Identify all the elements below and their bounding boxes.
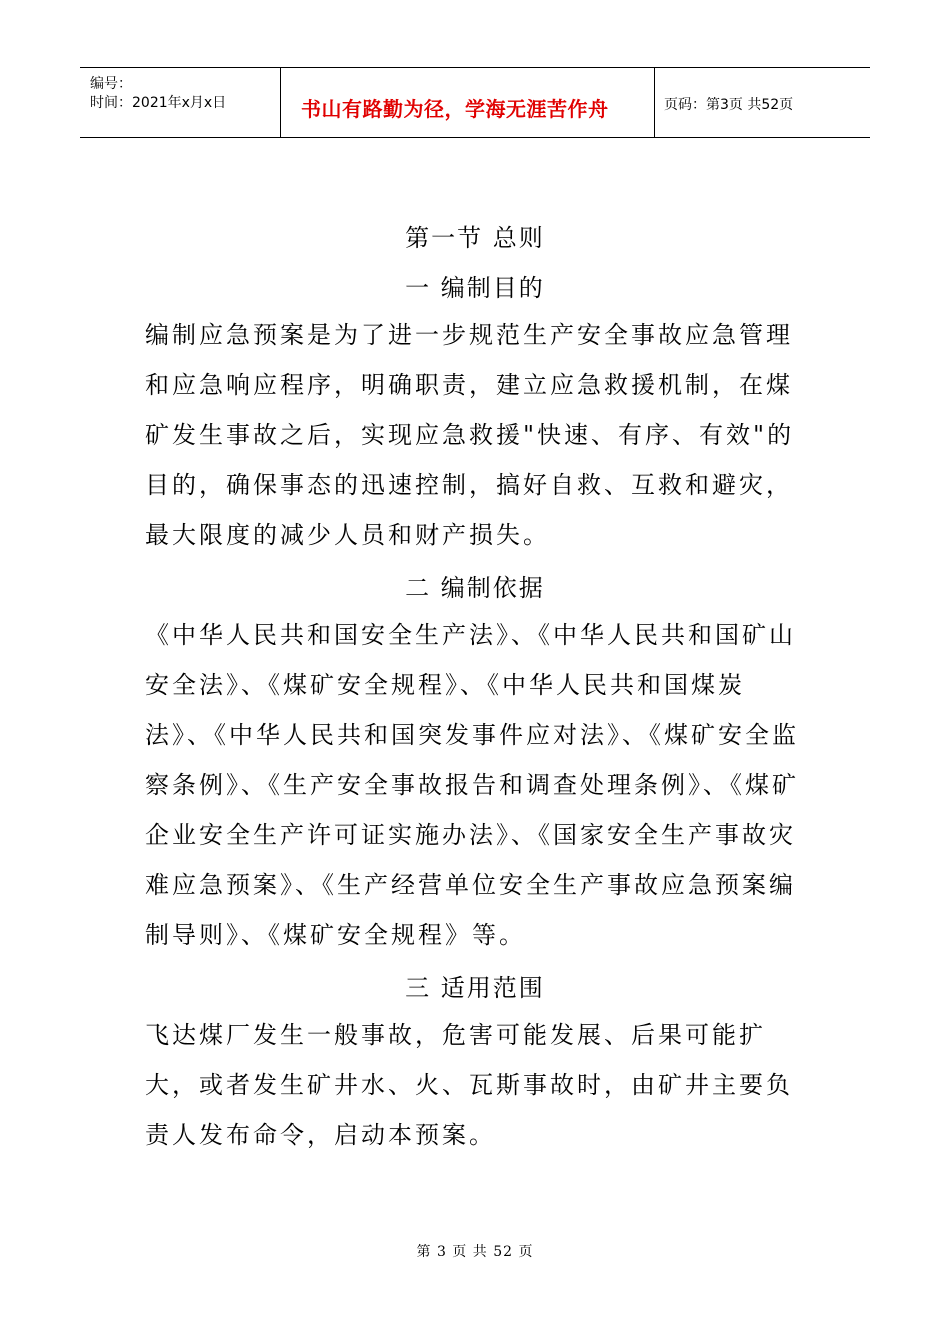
document-header (80, 67, 870, 138)
heading-purpose: 一 编制目的 (405, 274, 545, 302)
header-motto-cell (280, 68, 655, 137)
paragraph-basis: 《中华人民共和国安全生产法》、《中华人民共和国矿山安全法》、《煤矿安全规程》、《中华人民共和国煤炭法》、《中华人民共和国突发事件应对法》、《煤矿安全监察条例》、《生产安全事故报告和调查处理条例》、《煤矿企业安全生产许可证实施办法》、《国家安全生产事故灾难应急预案》、《生产经营单位安全生产事故应急预案编制导则》、《煤矿安全规程》等。 (145, 621, 799, 949)
header-page-cell (654, 68, 870, 137)
header-page-info: 页码：第3页 共52页 (664, 97, 794, 113)
heading-basis: 二 编制依据 (405, 574, 545, 602)
header-motto: 书山有路勤为径，学海无涯苦作舟 (301, 97, 609, 121)
page-footer: 第 3 页 共 52 页 (416, 1244, 534, 1260)
heading-scope: 三 适用范围 (405, 974, 545, 1002)
document-number-label: 编号： (90, 76, 132, 92)
section-title: 第一节 总则 (405, 224, 545, 252)
document-time-label: 时间：2021年x月x日 (90, 95, 227, 111)
paragraph-scope: 飞达煤厂发生一般事故，危害可能发展、后果可能扩大，或者发生矿井水、火、瓦斯事故时，由矿井主要负责人发布命令，启动本预案。 (145, 1021, 793, 1149)
header-meta (80, 68, 280, 137)
paragraph-purpose: 编制应急预案是为了进一步规范生产安全事故应急管理和应急响应程序，明确职责，建立应急救援机制，在煤矿发生事故之后，实现应急救援"快速、有序、有效"的目的，确保事态的迅速控制，搞好自救、互救和避灾，最大限度的减少人员和财产损失。 (145, 321, 795, 549)
